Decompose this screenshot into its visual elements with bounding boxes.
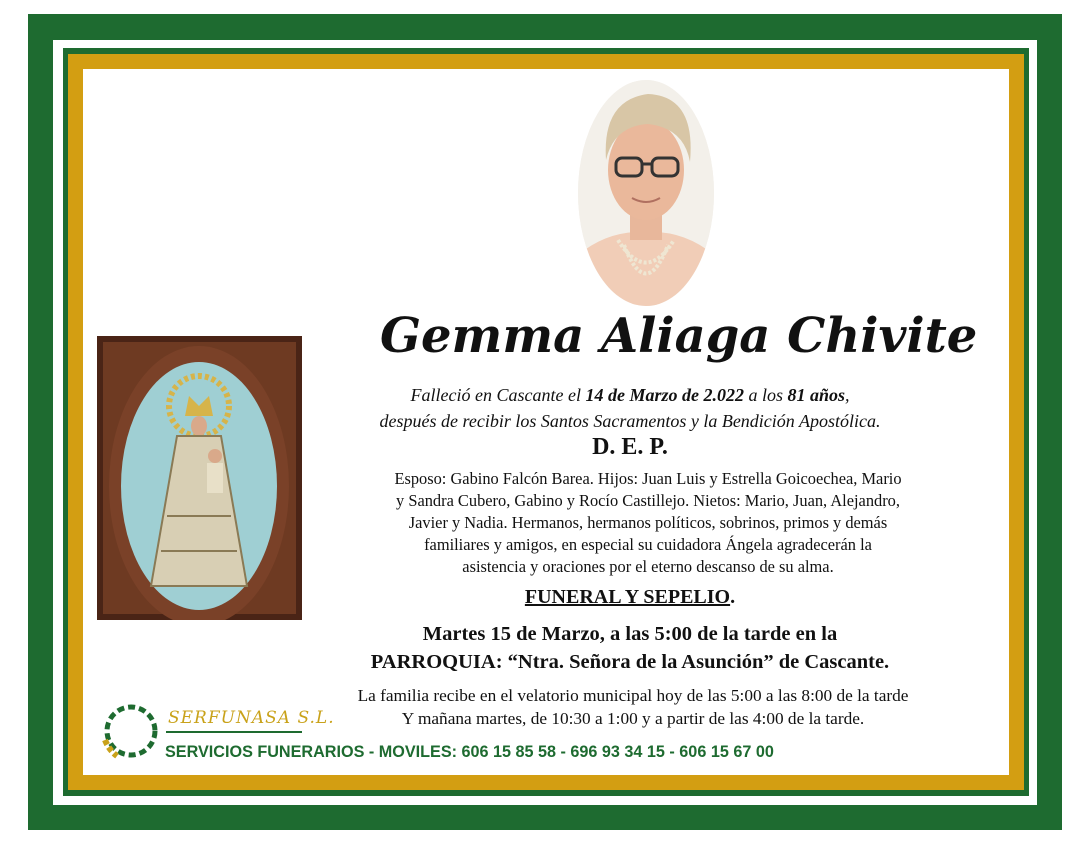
death-text-b: a los [743, 385, 788, 405]
family-line: Esposo: Gabino Falcón Barea. Hijos: Juan Luis y Estrella Goicoechea, Mario [394, 469, 902, 488]
death-text-c: , [844, 385, 850, 405]
logo-underline [166, 731, 302, 733]
family-line: familiares y amigos, en especial su cuidadora Ángela agradecerán la [424, 535, 872, 554]
death-notice-line-2: después de recibir los Santos Sacramentos y la Bendición Apostólica. [379, 411, 881, 431]
wake-line: La familia recibe en el velatorio municipal hoy de las 5:00 a las 8:00 de la tarde [357, 686, 909, 705]
services-contact: SERVICIOS FUNERARIOS - MOVILES: 606 15 85 58 - 696 93 34 15 - 606 15 67 00 [165, 743, 774, 761]
funeral-title: FUNERAL Y SEPELIO [524, 586, 731, 608]
family-line: y Sandra Cubero, Gabino y Rocío Castillejo. Nietos: Mario, Juan, Alejandro, [396, 491, 900, 510]
death-date: 14 de Marzo de 2.022 [585, 385, 744, 405]
company-logo-text: SERFUNASA S.L. [168, 708, 335, 728]
family-text [352, 468, 944, 578]
dep-heading: D. E. P. [592, 434, 668, 460]
wake-line: Y mañana martes, de 10:30 a 1:00 y a partir de las 4:00 de la tarde. [401, 709, 865, 728]
family-line: asistencia y oraciones por el eterno descanso de su alma. [462, 557, 834, 576]
mass-line: PARROQUIA: “Ntra. Señora de la Asunción” de Cascante. [370, 651, 890, 673]
death-text-a: Falleció en Cascante el [410, 385, 586, 405]
death-notice-line-1 [330, 385, 930, 406]
deceased-name: Gemma Aliaga Chivite [380, 308, 978, 364]
portrait-photo [578, 80, 714, 306]
mass-line: Martes 15 de Marzo, a las 5:00 de la tarde en la [422, 623, 838, 645]
mass-details [300, 620, 960, 676]
virgin-image [97, 336, 302, 620]
laurel-wreath-logo-icon [99, 700, 163, 762]
funeral-period: . [730, 586, 736, 608]
family-line: Javier y Nadia. Hermanos, hermanos políticos, sobrinos, primos y demás [408, 513, 888, 532]
death-age: 81 años [787, 385, 845, 405]
funeral-heading [330, 586, 930, 609]
wake-details [300, 684, 966, 730]
